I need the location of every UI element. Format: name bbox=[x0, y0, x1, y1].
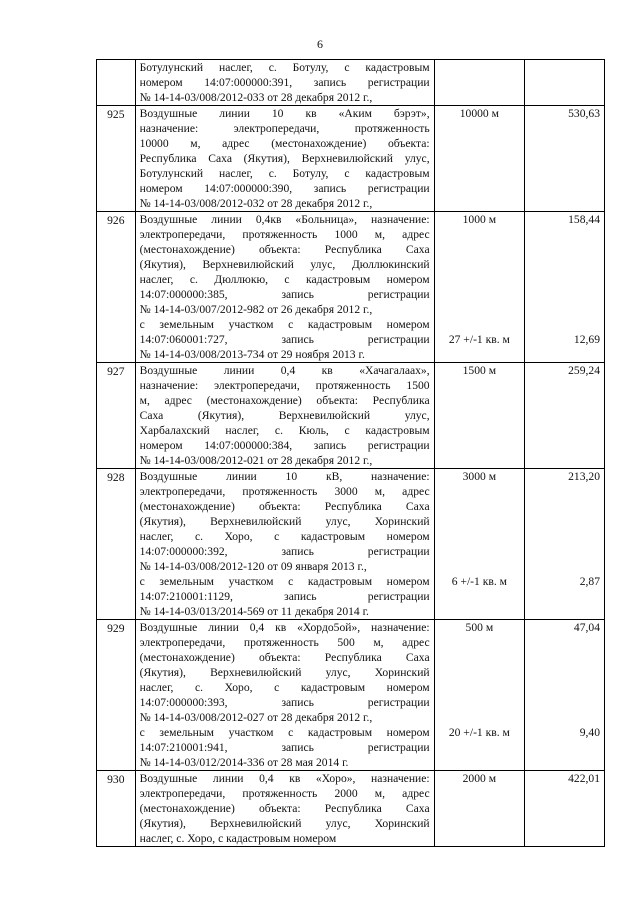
row-description bbox=[135, 771, 434, 847]
row-quantity-value: 500 м bbox=[465, 621, 494, 634]
row-quantity-value: 1500 м bbox=[462, 364, 497, 377]
row-cost-value: 213,20 bbox=[568, 470, 600, 483]
row-cost bbox=[525, 469, 605, 620]
description-line: Воздушные линии 0,4 кв «Хоро», назначение: bbox=[139, 772, 430, 785]
table-row bbox=[97, 363, 605, 469]
description-line: Воздушные линии 0,4 кв «Хачагалаах», bbox=[139, 364, 430, 377]
row-cost-value: 158,44 bbox=[568, 213, 600, 226]
description-line: м, адрес (местонахождение) объекта: Республика bbox=[139, 394, 430, 407]
description-line: электропередачи, протяженность 1000 м, адрес bbox=[139, 228, 430, 241]
description-line: № 14-14-03/008/2012-032 от 28 декабря 2012 г., bbox=[139, 197, 373, 210]
description-line: электропередачи, протяженность 500 м, адрес bbox=[139, 636, 430, 649]
description-line: с земельным участком с кадастровым номером bbox=[139, 318, 430, 331]
row-number: 930 bbox=[97, 771, 136, 847]
description-line: Ботулунский наслег, с. Ботулу, с кадастровым bbox=[139, 167, 430, 180]
table-row bbox=[97, 106, 605, 212]
row-quantity bbox=[434, 106, 524, 212]
row-number: 929 bbox=[97, 620, 136, 771]
description-line: № 14-14-03/008/2012-021 от 28 декабря 2012 г., bbox=[139, 454, 373, 467]
description-line: № 14-14-03/008/2012-033 от 28 декабря 2012 г., bbox=[139, 91, 373, 104]
description-line: Воздушные линии 10 кВ, назначение: bbox=[139, 470, 430, 483]
description-line: 14:07:060001:727, запись регистрации bbox=[139, 333, 430, 346]
description-line: № 14-14-03/008/2012-120 от 09 января 2013 г., bbox=[139, 560, 367, 573]
table-row bbox=[97, 771, 605, 847]
description-line: № 14-14-03/013/2014-569 от 11 декабря 2014 г. bbox=[139, 605, 369, 618]
row-quantity bbox=[434, 771, 524, 847]
description-line: номером 14:07:000000:391, запись регистрации bbox=[139, 76, 430, 89]
description-line: электропередачи, протяженность 2000 м, адрес bbox=[139, 787, 430, 800]
row-cost-value: 9,40 bbox=[579, 726, 600, 739]
description-line: наслег, с. Хоро, с кадастровым номером bbox=[139, 530, 430, 543]
description-line: назначение: электропередачи, протяженность 1500 bbox=[139, 379, 430, 392]
description-line: (Якутия), Верхневилюйский улус, Хоринский bbox=[139, 666, 430, 679]
row-cost-value: 2,87 bbox=[579, 575, 600, 588]
description-line: 14:07:210001:941, запись регистрации bbox=[139, 741, 430, 754]
description-line: номером 14:07:000000:384, запись регистрации bbox=[139, 439, 430, 452]
row-quantity bbox=[434, 469, 524, 620]
row-quantity-value: 6 +/-1 кв. м bbox=[451, 575, 507, 588]
description-line: (местонахождение) объекта: Республика Саха bbox=[139, 500, 430, 513]
row-cost bbox=[525, 771, 605, 847]
description-line: (местонахождение) объекта: Республика Саха bbox=[139, 243, 430, 256]
table-row bbox=[97, 212, 605, 363]
row-quantity bbox=[434, 212, 524, 363]
description-line: 14:07:000000:385, запись регистрации bbox=[139, 288, 430, 301]
row-description bbox=[135, 212, 434, 363]
row-quantity-value: 10000 м bbox=[459, 107, 499, 120]
row-cost-value: 530,63 bbox=[568, 107, 600, 120]
description-line: Воздушные линии 10 кв «Аким бэрэт», bbox=[139, 107, 430, 120]
table-row bbox=[97, 60, 605, 106]
row-description bbox=[135, 620, 434, 771]
description-line: № 14-14-03/008/2013-734 от 29 ноября 2013 г. bbox=[139, 348, 365, 361]
description-line: (Якутия), Верхневилюйский улус, Дюллюкинский bbox=[139, 258, 430, 271]
description-line: Ботулунский наслег, с. Ботулу, с кадастровым bbox=[139, 61, 430, 74]
row-cost bbox=[525, 212, 605, 363]
description-line: Саха (Якутия), Верхневилюйский улус, bbox=[139, 409, 430, 422]
row-quantity bbox=[434, 363, 524, 469]
description-line: Харбалахский наслег, с. Кюль, с кадастровым bbox=[139, 424, 430, 437]
row-cost bbox=[525, 620, 605, 771]
description-line: (местонахождение) объекта: Республика Саха bbox=[139, 802, 430, 815]
description-line: Республика Саха (Якутия), Верхневилюйский улус, bbox=[139, 152, 430, 165]
row-cost-value: 47,04 bbox=[573, 621, 600, 634]
description-line: (Якутия), Верхневилюйский улус, Хоринский bbox=[139, 817, 430, 830]
row-cost bbox=[525, 106, 605, 212]
row-cost-value: 12,69 bbox=[573, 333, 600, 346]
row-quantity bbox=[434, 620, 524, 771]
row-quantity-value: 1000 м bbox=[462, 213, 497, 226]
description-line: наслег, с. Хоро, с кадастровым номером bbox=[139, 681, 430, 694]
row-quantity-value: 2000 м bbox=[462, 772, 497, 785]
row-number: 925 bbox=[97, 106, 136, 212]
description-line: (Якутия), Верхневилюйский улус, Хоринский bbox=[139, 515, 430, 528]
row-description bbox=[135, 60, 434, 106]
row-number: 928 bbox=[97, 469, 136, 620]
description-line: назначение: электропередачи, протяженность bbox=[139, 122, 430, 135]
row-cost-value: 422,01 bbox=[568, 772, 600, 785]
description-line: 14:07:210001:1129, запись регистрации bbox=[139, 590, 430, 603]
row-number: 927 bbox=[97, 363, 136, 469]
row-description bbox=[135, 363, 434, 469]
row-quantity-value: 20 +/-1 кв. м bbox=[448, 726, 510, 739]
description-line: № 14-14-03/008/2012-027 от 28 декабря 2012 г., bbox=[139, 711, 373, 724]
description-line: 14:07:000000:392, запись регистрации bbox=[139, 545, 430, 558]
description-line: (местонахождение) объекта: Республика Саха bbox=[139, 651, 430, 664]
row-cost bbox=[525, 363, 605, 469]
row-description bbox=[135, 106, 434, 212]
description-line: номером 14:07:000000:390, запись регистрации bbox=[139, 182, 430, 195]
page-number: 6 bbox=[317, 37, 323, 51]
description-line: № 14-14-03/007/2012-982 от 26 декабря 2012 г., bbox=[139, 303, 373, 316]
table-row bbox=[97, 620, 605, 771]
row-cost-value: 259,24 bbox=[568, 364, 600, 377]
description-line: Воздушные линии 0,4 кв «Хордо5ой», назначение: bbox=[139, 621, 430, 634]
description-line: Воздушные линии 0,4кв «Больница», назначение: bbox=[139, 213, 430, 226]
property-table-body bbox=[97, 60, 605, 847]
description-line: электропередачи, протяженность 3000 м, адрес bbox=[139, 485, 430, 498]
row-quantity-value: 27 +/-1 кв. м bbox=[448, 333, 510, 346]
description-line: 14:07:000000:393, запись регистрации bbox=[139, 696, 430, 709]
row-quantity bbox=[434, 60, 524, 106]
description-line: с земельным участком с кадастровым номером bbox=[139, 726, 430, 739]
row-quantity-value: 3000 м bbox=[462, 470, 497, 483]
table-row bbox=[97, 469, 605, 620]
description-line: с земельным участком с кадастровым номером bbox=[139, 575, 430, 588]
row-number bbox=[97, 60, 136, 106]
description-line: наслег, с. Дюллюкю, с кадастровым номером bbox=[139, 273, 430, 286]
description-line: наслег, с. Хоро, с кадастровым номером bbox=[139, 832, 337, 845]
property-table bbox=[96, 59, 605, 847]
row-description bbox=[135, 469, 434, 620]
description-line: № 14-14-03/012/2014-336 от 28 мая 2014 г. bbox=[139, 756, 349, 769]
row-cost bbox=[525, 60, 605, 106]
description-line: 10000 м, адрес (местонахождение) объекта: bbox=[139, 137, 430, 150]
row-number: 926 bbox=[97, 212, 136, 363]
